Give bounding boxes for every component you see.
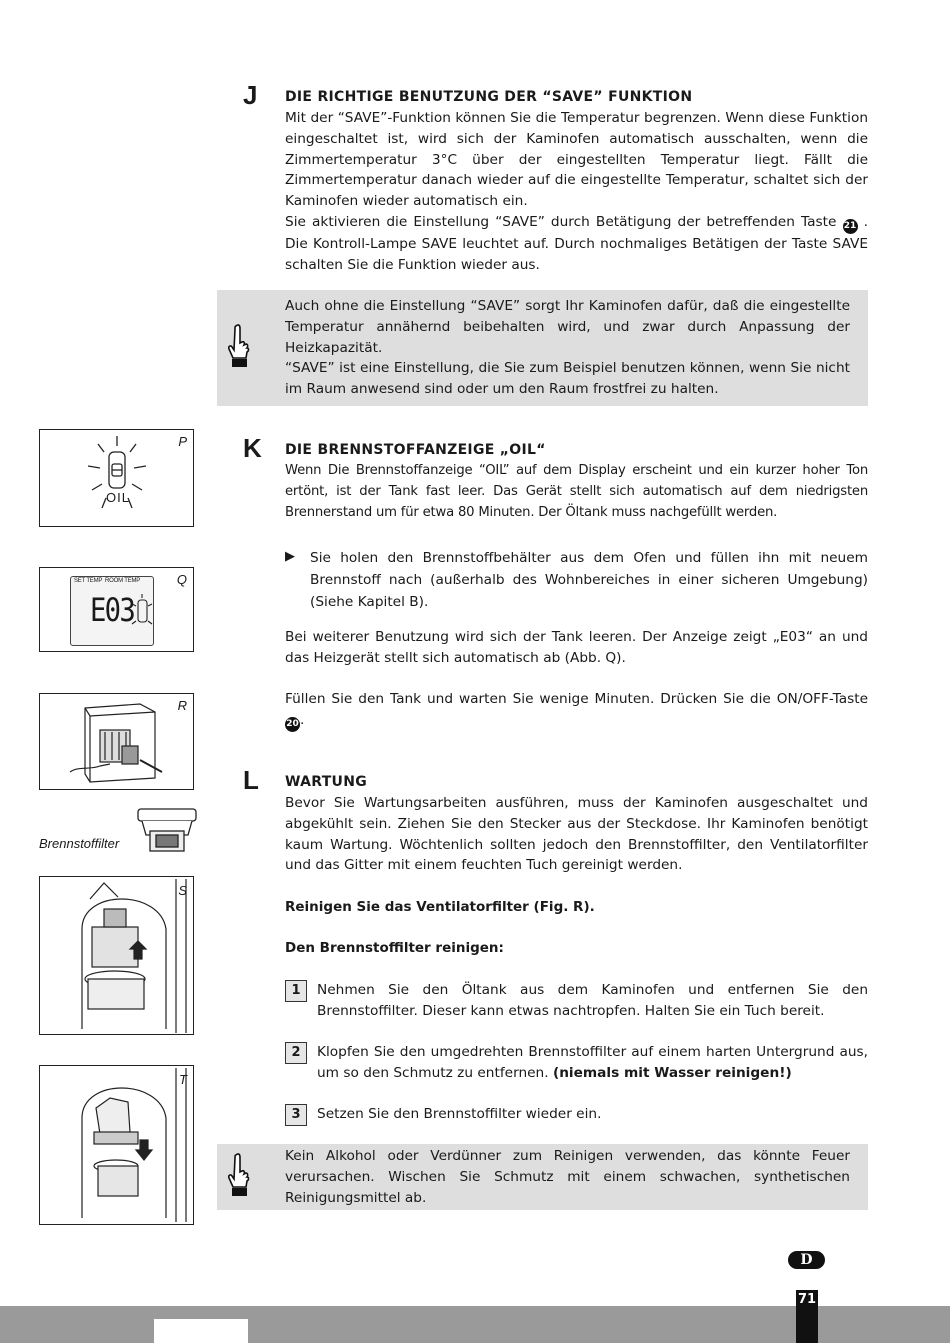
figure-p-oil-text: OIL: [106, 490, 130, 505]
section-letter-k: K: [243, 433, 262, 463]
oil-indicator-icon: [84, 434, 150, 522]
note-save-line-1: Auch ohne die Einstellung “SAVE” sorgt Ihr Kaminofen dafür, daß die eingestellte Temperatur annähernd beibehalten wird, und zwar durch Anpassung der Heizkapazität.: [285, 298, 850, 356]
fuel-filter-illustration: [136, 805, 198, 857]
figure-q-label: Q: [176, 572, 187, 587]
pointing-hand-icon: [225, 323, 251, 373]
figure-t: [39, 1065, 194, 1225]
section-j-paragraph: Mit der “SAVE”-Funktion können Sie die Temperatur begrenzen. Wenn diese Funktion eingeschaltet ist, wird sich der Kaminofen automatisch ausschalten, wenn die Zimmertemperatur 3°C über der eingestellten Temperatur liegt. Fällt die Zimmertemperatur danach wieder auf die eingestellte Temperatur, schaltet sich der Kaminofen wieder automatisch ein.: [285, 110, 868, 210]
subheading-fan-filter: Reinigen Sie das Ventilatorfilter (Fig. R).: [285, 899, 595, 915]
oil-drop-icon: [130, 594, 156, 640]
section-letter-l: L: [243, 765, 259, 795]
section-letter-j: J: [243, 80, 258, 110]
note-save-line-2: “SAVE” ist eine Einstellung, die Sie zum Beispiel benutzen können, wenn Sie nicht im Raum anwesend sind oder um den Raum frostfrei zu halten.: [285, 360, 850, 398]
section-heading-k: DIE BRENNSTOFFANZEIGE „OIL“: [285, 442, 546, 458]
step-2-warning: (niemals mit Wasser reinigen!): [552, 1064, 792, 1081]
key-21-icon: 21: [843, 219, 858, 234]
figure-p-label: P: [178, 434, 187, 449]
step-number-1: 1: [285, 980, 307, 1002]
section-k-para-2: Bei weiterer Benutzung wird sich der Tank leeren. Der Anzeige zeigt „E03“ an und das Heizgerät stellt sich automatisch ab (Abb. Q).: [285, 629, 868, 666]
pointing-hand-icon: [225, 1152, 251, 1202]
section-j-body: [285, 108, 868, 276]
section-k-para-3a: Füllen Sie den Tank und warten Sie wenige Minuten. Drücken Sie die ON/OFF-Taste: [285, 691, 868, 707]
section-k-body: Wenn Die Brennstoffanzeige “OIL” auf dem Display erscheint und ein kurzer hoher Ton ertönt, ist der Tank fast leer. Das Gerät stellt sich automatisch auf dem niedrigsten Brennerstand um für etwa 80 Minuten. Der Öltank muss nachgefüllt werden.: [285, 463, 868, 520]
figure-s: [39, 876, 194, 1035]
language-badge: D: [788, 1251, 825, 1269]
figure-s-label: S: [178, 883, 187, 898]
step-2-text: Klopfen Sie den umgedrehten Brennstoffilter auf einem harten Untergrund aus, um so den Schmutz zu entfernen.: [317, 1044, 868, 1081]
remove-fuel-filter-illustration: [70, 879, 194, 1033]
figure-p: [39, 429, 194, 527]
page-number: 71: [796, 1290, 818, 1343]
section-j-paragraph-2a: Sie aktivieren die Einstellung “SAVE” durch Betätigung der betreffenden Taste: [285, 213, 837, 230]
key-20-icon: 20: [285, 717, 300, 732]
insert-fuel-filter-illustration: [70, 1068, 194, 1222]
step-1-text: Nehmen Sie den Öltank aus dem Kaminofen und entfernen Sie den Brennstoffilter. Dieser kann etwas nachtropfen. Halten Sie ein Tuch bereit.: [317, 982, 868, 1019]
note-cleaning-text: Kein Alkohol oder Verdünner zum Reinigen verwenden, das könnte Feuer verursachen. Wischen Sie Schmutz mit einem schwachen, synthetischen Reinigungsmittel ab.: [285, 1148, 850, 1206]
section-heading-l: WARTUNG: [285, 774, 368, 790]
step-number-2: 2: [285, 1042, 307, 1064]
step-3-text: Setzen Sie den Brennstoffilter wieder ein.: [317, 1106, 602, 1122]
step-text-3: [317, 1104, 868, 1125]
section-l-body: Bevor Sie Wartungsarbeiten ausführen, muss der Kaminofen ausgeschaltet und abgekühlt sein. Ziehen Sie den Stecker aus der Steckdose. Ihr Kaminofen benötigt kaum Wartung. Wöchtenlich sollten jedoch den Brennstoffilter, den Ventilatorfilter und das Gitter mit einem feuchten Tuch gereinigt werden.: [285, 795, 868, 874]
bullet-arrow-icon: ▶: [285, 549, 295, 564]
figure-r: [39, 693, 194, 790]
figure-r-label: R: [177, 698, 187, 713]
display-temp-labels: SET TEMP ROOM TEMP: [74, 578, 141, 584]
subheading-fuel-filter: Den Brennstoffilter reinigen:: [285, 940, 504, 956]
step-text-2: [317, 1042, 868, 1084]
section-k-para-3: [285, 689, 868, 732]
footer-white-block: [154, 1319, 248, 1343]
note-save-text: [285, 296, 850, 400]
step-number-3: 3: [285, 1104, 307, 1126]
step-text-1: [317, 980, 868, 1022]
section-j-paragraph-2b: . Die Kontroll-Lampe SAVE leuchtet auf. Durch nochmaliges Betätigen der Taste SAVE schalten Sie die Funktion wieder aus.: [285, 213, 869, 273]
display-error-code: E03: [90, 591, 135, 629]
figure-t-label: T: [179, 1072, 187, 1087]
section-k-bullet: Sie holen den Brennstoffbehälter aus dem Ofen und füllen ihn mit neuem Brennstoff nach (außerhalb des Wohnbereiches in einer sicheren Umgebung) (Siehe Kapitel B).: [310, 550, 868, 610]
figure-q: [39, 567, 194, 652]
figure-caption-fuel-filter: Brennstoffilter: [39, 836, 120, 851]
heater-fan-filter-illustration: [60, 700, 170, 786]
note-box-save: [217, 290, 868, 406]
note-box-cleaning: [217, 1144, 868, 1210]
section-heading-j: DIE RICHTIGE BENUTZUNG DER “SAVE” FUNKTION: [285, 89, 693, 105]
section-k-para-3b: .: [300, 711, 305, 728]
